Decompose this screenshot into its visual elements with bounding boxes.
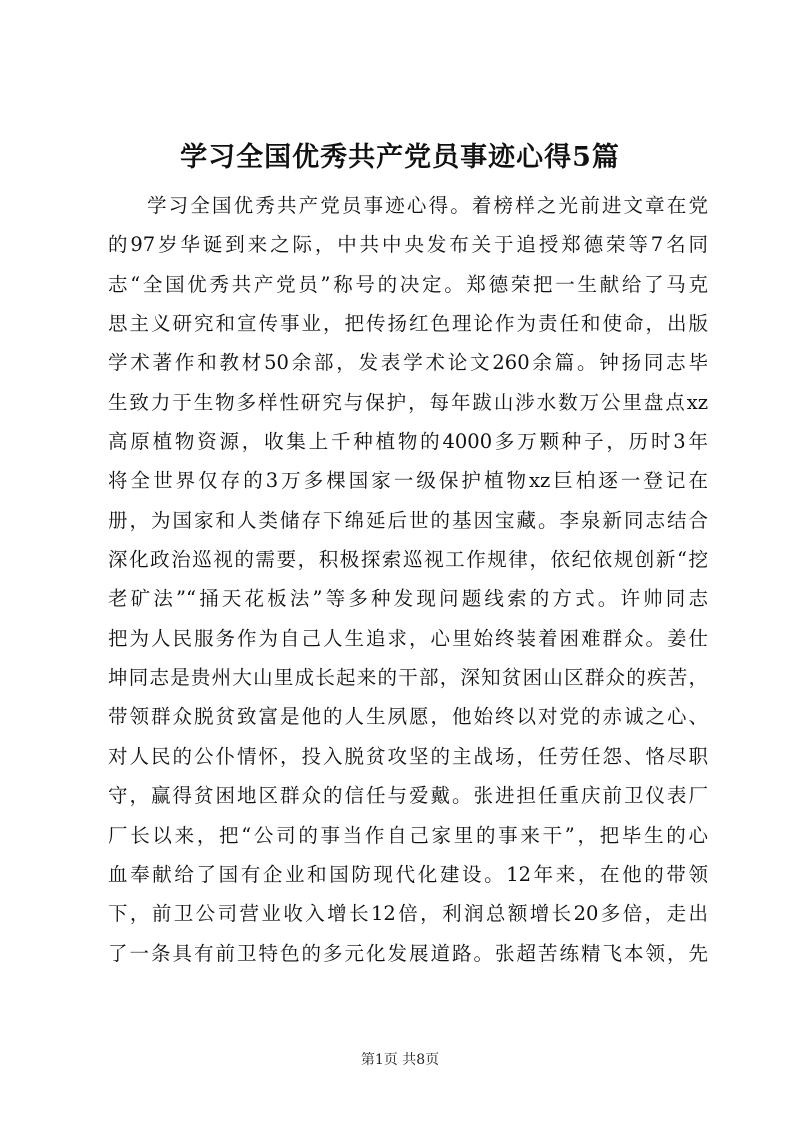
text-line: 下，前卫公司营业收入增长12倍，利润总额增长20多倍，走出 — [108, 902, 708, 926]
text-line: 对人民的公仆情怀，投入脱贫攻坚的主战场，任劳任怨、恪尽职 — [108, 744, 708, 768]
text-line: 带领群众脱贫致富是他的人生夙愿，他始终以对党的赤诚之心、 — [108, 705, 708, 729]
page-footer: 第1页 共8页 — [360, 1052, 440, 1068]
text-line: 生致力于生物多样性研究与保护，每年跋山涉水数万公里盘点xz — [108, 390, 708, 414]
text-line: 册，为国家和人类储存下绵延后世的基因宝藏。李泉新同志结合 — [108, 508, 708, 532]
text-line: 老矿法”“捅天花板法”等多种发现问题线索的方式。许帅同志 — [108, 587, 708, 611]
text-line: 的97岁华诞到来之际，中共中央发布关于追授郑德荣等7名同 — [108, 233, 708, 257]
document-body — [108, 186, 708, 973]
text-line: 深化政治巡视的需要，积极探索巡视工作规律，依纪依规创新“挖 — [108, 548, 708, 572]
text-line: 思主义研究和宣传事业，把传扬红色理论作为责任和使命，出版 — [108, 312, 708, 336]
text-line: 了一条具有前卫特色的多元化发展道路。张超苦练精飞本领，先 — [108, 941, 708, 965]
text-line: 学习全国优秀共产党员事迹心得。着榜样之光前进文章在党 — [147, 194, 708, 217]
text-line: 坤同志是贵州大山里成长起来的干部，深知贫困山区群众的疾苦， — [108, 666, 708, 690]
text-line: 守，赢得贫困地区群众的信任与爱戴。张进担任重庆前卫仪表厂 — [108, 784, 708, 808]
text-line: 学术著作和教材50余部，发表学术论文260余篇。钟扬同志毕 — [108, 351, 708, 375]
document-title: 学习全国优秀共产党员事迹心得5篇 — [180, 142, 620, 173]
text-line: 血奉献给了国有企业和国防现代化建设。12年来，在他的带领 — [108, 862, 708, 886]
text-line: 高原植物资源，收集上千种植物的4000多万颗种子，历时3年 — [108, 430, 708, 454]
text-line: 厂长以来，把“公司的事当作自己家里的事来干”，把毕生的心 — [108, 823, 708, 847]
text-line: 把为人民服务作为自己人生追求，心里始终装着困难群众。姜仕 — [108, 626, 708, 650]
text-line: 志“全国优秀共产党员”称号的决定。郑德荣把一生献给了马克 — [108, 272, 708, 296]
text-line: 将全世界仅存的3万多棵国家一级保护植物xz巨柏逐一登记在 — [108, 469, 708, 493]
